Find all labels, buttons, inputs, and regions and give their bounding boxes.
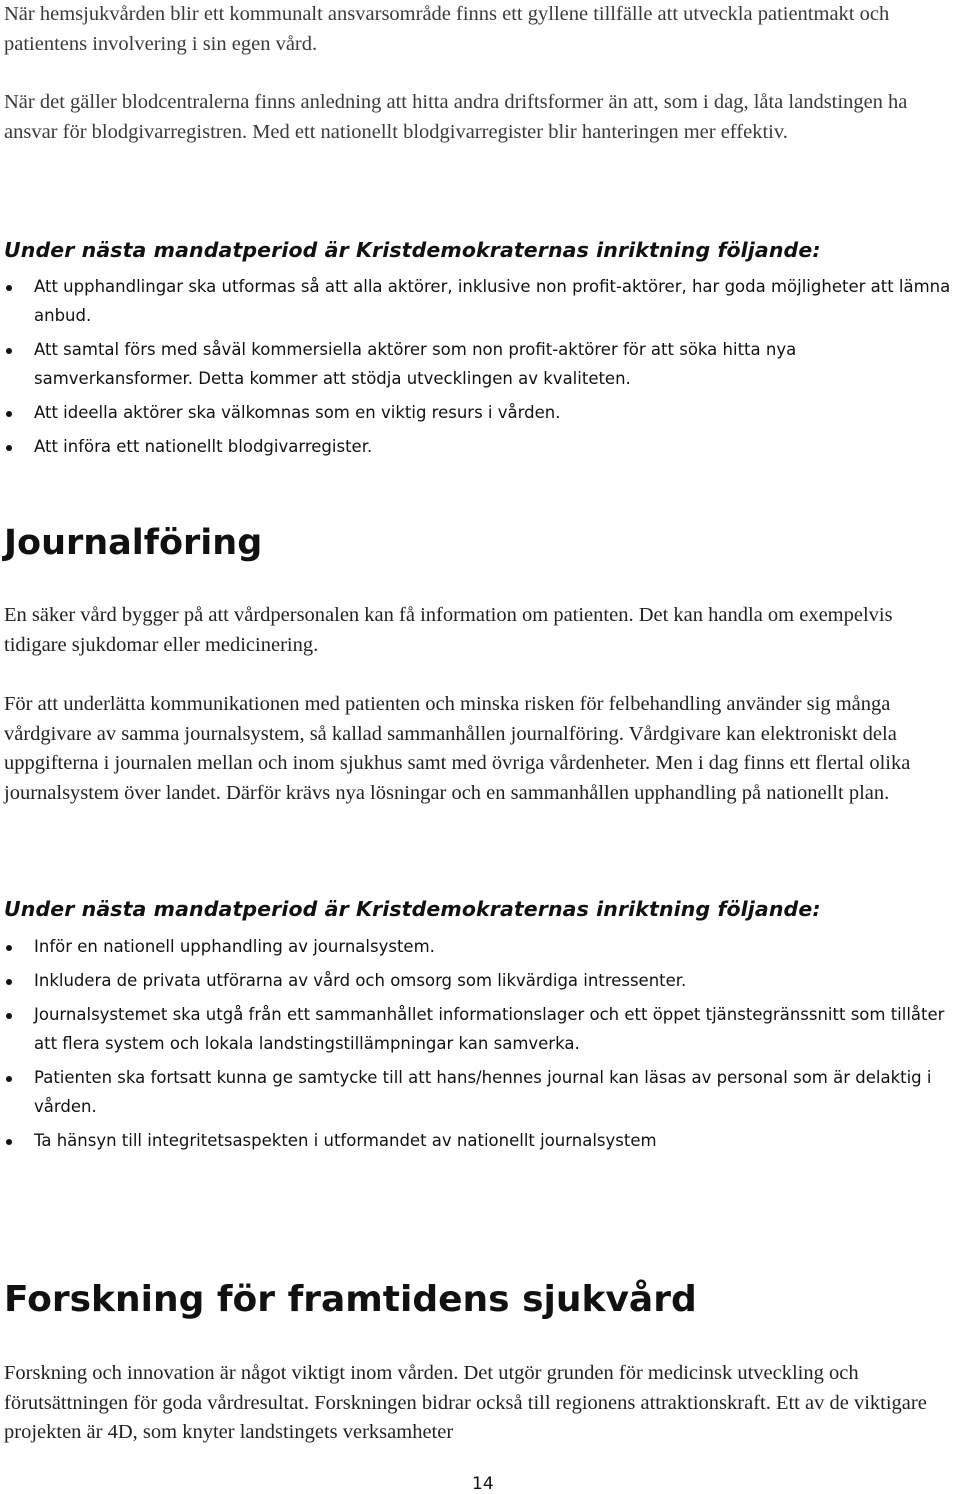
research-paragraph-1: Forskning och innovation är något viktigt inom vården. Det utgör grunden för medicinsk utveckling och förutsättningen för goda vårdresultat. Forskningen bidrar också till regionens attraktionskraft. Ett av de viktigare projekten är 4D, som knyter landstingets verksamheter <box>4 1362 927 1443</box>
list-item: Inkludera de privata utförarna av vård och omsorg som likvärdiga intressenter. <box>0 966 960 995</box>
journal-subheading: Under nästa mandatperiod är Kristdemokraternas inriktning följande: <box>4 897 821 921</box>
intro-paragraph-2 <box>4 88 960 147</box>
page-number: 14 <box>472 1474 494 1494</box>
bullet-icon <box>6 445 12 451</box>
list-item: Journalsystemet ska utgå från ett sammanhållet informationslager och ett öppet tjänstegränssnitt som tillåter att flera system och lokala landstingstillämpningar kan samverka. <box>0 1000 960 1058</box>
bullet-icon <box>6 1076 12 1082</box>
list-item: Patienten ska fortsatt kunna ge samtycke till att hans/hennes journal kan läsas av personal som är delaktig i vården. <box>0 1063 960 1121</box>
journal-paragraph-1: En säker vård bygger på att vårdpersonalen kan få information om patienten. Det kan handla om exempelvis tidigare sjukdomar eller medicinering. <box>4 604 893 656</box>
bullet-icon <box>6 979 12 985</box>
intro-paragraph-1: När hemsjukvården blir ett kommunalt ansvarsområde finns ett gyllene tillfälle att utveckla patientmakt och patientens involvering i sin egen vård. <box>4 3 890 55</box>
research-heading: Forskning för framtidens sjukvård <box>4 1279 697 1320</box>
list-item: Att samtal förs med såväl kommersiella aktörer som non profit-aktörer för att söka hitta nya samverkansformer. Detta kommer att stödja utvecklingen av kvaliteten. <box>0 335 960 393</box>
bullet-icon <box>6 285 12 291</box>
section-1-bullet-list <box>0 272 960 461</box>
bullet-icon <box>6 1013 12 1019</box>
bullet-icon <box>6 411 12 417</box>
list-item: Att införa ett nationellt blodgivarregister. <box>0 432 960 461</box>
journal-bullet-list <box>0 932 960 1155</box>
journal-heading: Journalföring <box>4 523 263 563</box>
list-item: Att ideella aktörer ska välkomnas som en viktig resurs i vården. <box>0 398 960 427</box>
section-1-subheading: Under nästa mandatperiod är Kristdemokraternas inriktning följande: <box>4 238 821 262</box>
list-item: Att upphandlingar ska utformas så att alla aktörer, inklusive non profit-aktörer, har goda möjligheter att lämna anbud. <box>0 272 960 330</box>
list-item: Ta hänsyn till integritetsaspekten i utformandet av nationellt journalsystem <box>0 1126 960 1155</box>
bullet-icon <box>6 348 12 354</box>
bullet-icon <box>6 945 12 951</box>
intro-paragraph-2-part-a: När det gäller blodcentralerna finns anledning att hitta andra driftsformer än att, som i dag, låta landstingen ha ansvar för blodgivarregistren. <box>4 91 908 143</box>
list-item: Inför en nationell upphandling av journalsystem. <box>0 932 960 961</box>
bullet-icon <box>6 1139 12 1145</box>
intro-paragraph-2-part-b: Med ett nationellt blodgivarregister blir hanteringen mer effektiv. <box>252 120 788 143</box>
journal-paragraph-2: För att underlätta kommunikationen med patienten och minska risken för felbehandling använder sig många vårdgivare av samma journalsystem, så kallad sammanhållen journalföring. Vårdgivare kan elektroniskt dela uppgifterna i journalen mellan och inom sjukhus samt med övriga vårdenheter. Men i dag finns ett flertal olika journalsystem över landet. Därför krävs nya lösningar och en sammanhållen upphandling på nationellt plan. <box>4 693 911 804</box>
